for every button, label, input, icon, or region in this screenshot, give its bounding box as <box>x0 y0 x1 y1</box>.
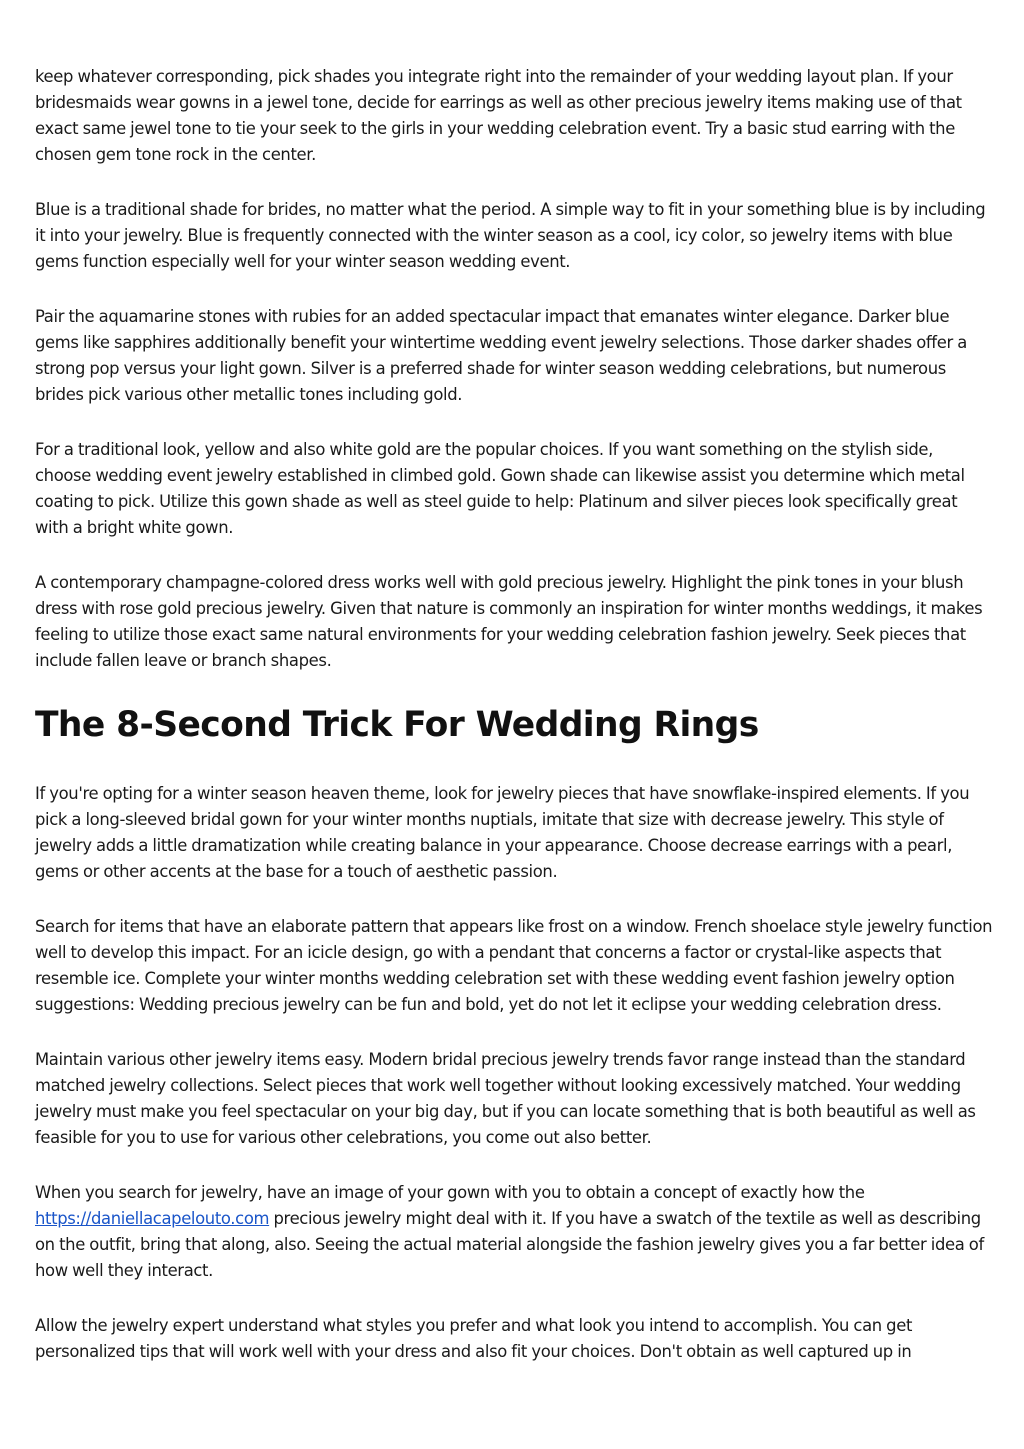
paragraph: Pair the aquamarine stones with rubies for an added spectacular impact that emanates winter elegance. Darker blue gems like sapphires additionally benefit your wintertime wedding event jewelry selections. Those darker shades offer a strong pop versus your light gown. Silver is a preferred shade for winter season wedding celebrations, but numerous brides pick various other metallic tones including gold. <box>35 307 967 404</box>
website-link[interactable]: https://daniellacapelouto.com <box>35 1209 270 1228</box>
paragraph: For a traditional look, yellow and also white gold are the popular choices. If you want something on the stylish side, choose wedding event jewelry established in climbed gold. Gown shade can likewise assist you determine which metal coating to pick. Utilize this gown shade as well as steel guide to help: Platinum and silver pieces look specifically great with a bright white gown. <box>35 440 965 537</box>
section-heading: The 8-Second Trick For Wedding Rings <box>35 705 759 745</box>
paragraph: A contemporary champagne-colored dress works well with gold precious jewelry. Highlight the pink tones in your blush dress with rose gold precious jewelry. Given that nature is commonly an inspiration for winter months weddings, it makes feeling to utilize those exact same natural environments for your wedding celebration fashion jewelry. Seek pieces that include fallen leave or branch shapes. <box>35 573 983 670</box>
paragraph: Maintain various other jewelry items easy. Modern bridal precious jewelry trends favor range instead than the standard matched jewelry collections. Select pieces that work well together without looking excessively matched. Your wedding jewelry must make you feel spectacular on your big day, but if you can locate something that is both beautiful as well as feasible for you to use for various other celebrations, you come out also better. <box>35 1050 976 1147</box>
document-page <box>35 64 993 1394</box>
paragraph-text-after-link: precious jewelry might deal with it. If you have a swatch of the textile as well as describing on the outfit, bring that along, also. Seeing the actual material alongside the fashion jewelry gives you a far better idea of how well they interact. <box>35 1209 984 1280</box>
paragraph-with-link <box>35 1180 993 1284</box>
paragraph: Blue is a traditional shade for brides, no matter what the period. A simple way to fit in your something blue is by including it into your jewelry. Blue is frequently connected with the winter season as a cool, icy color, so jewelry items with blue gems function especially well for your winter season wedding event. <box>35 200 986 271</box>
paragraph: If you're opting for a winter season heaven theme, look for jewelry pieces that have snowflake-inspired elements. If you pick a long-sleeved bridal gown for your winter months nuptials, imitate that size with decrease jewelry. This style of jewelry adds a little dramatization while creating balance in your appearance. Choose decrease earrings with a pearl, gems or other accents at the base for a touch of aesthetic passion. <box>35 784 970 881</box>
paragraph: Allow the jewelry expert understand what styles you prefer and what look you intend to accomplish. You can get personalized tips that will work well with your dress and also fit your choices. Don't obtain as well captured up in <box>35 1316 913 1361</box>
paragraph: Search for items that have an elaborate pattern that appears like frost on a window. French shoelace style jewelry function well to develop this impact. For an icicle design, go with a pendant that concerns a factor or crystal-like aspects that resemble ice. Complete your winter months wedding celebration set with these wedding event fashion jewelry option suggestions: Wedding precious jewelry can be fun and bold, yet do not let it eclipse your wedding celebration dress. <box>35 917 993 1014</box>
paragraph: keep whatever corresponding, pick shades you integrate right into the remainder of your wedding layout plan. If your bridesmaids wear gowns in a jewel tone, decide for earrings as well as other precious jewelry items making use of that exact same jewel tone to tie your seek to the girls in your wedding celebration event. Try a basic stud earring with the chosen gem tone rock in the center. <box>35 67 962 164</box>
paragraph-text-before-link: When you search for jewelry, have an image of your gown with you to obtain a concept of exactly how the <box>35 1183 865 1202</box>
